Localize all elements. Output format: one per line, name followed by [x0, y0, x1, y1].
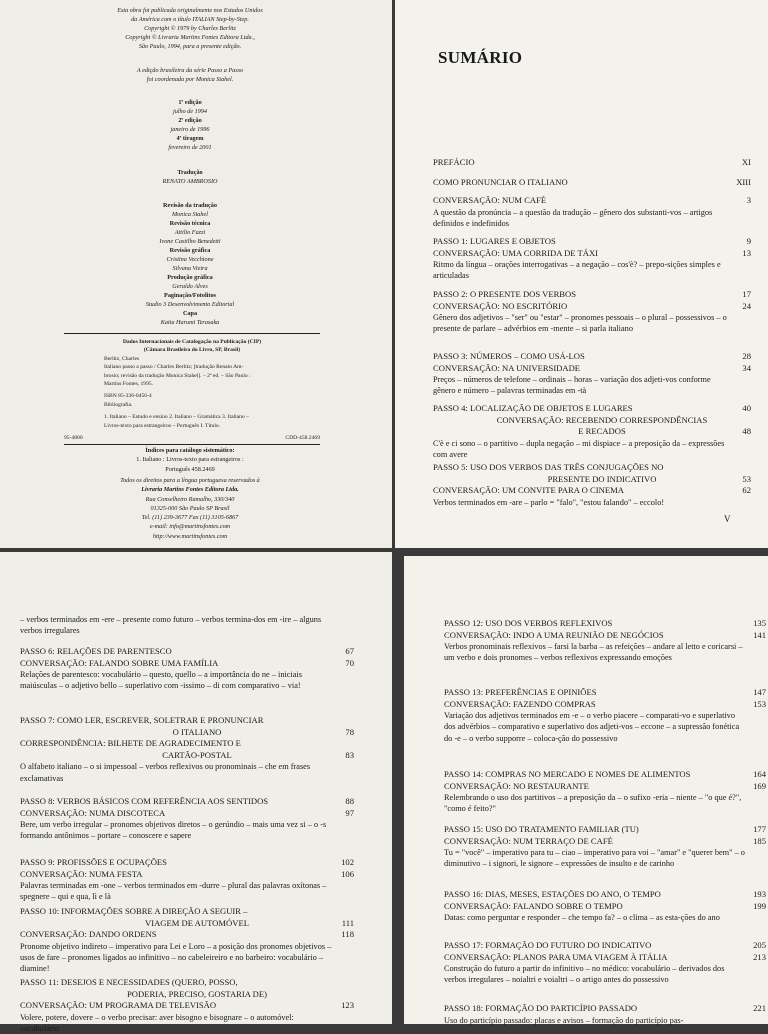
toc-heading-text: PASSO 18: FORMAÇÃO DO PARTICÍPIO PASSADO — [444, 1003, 638, 1013]
toc-entry — [20, 857, 354, 903]
toc-heading — [20, 715, 354, 727]
toc-page-ref: 185 — [753, 835, 766, 846]
toc-heading — [444, 901, 766, 913]
toc-page-ref: 141 — [753, 629, 766, 640]
toc-heading-text: PASSO 9: PROFISSÕES E OCUPAÇÕES — [20, 857, 167, 867]
toc-heading — [444, 1003, 766, 1015]
colophon-page — [0, 0, 392, 548]
toc-heading-text: PASSO 6: RELAÇÕES DE PARENTESCO — [20, 646, 172, 656]
toc-heading — [20, 750, 354, 762]
toc-description: Tu = "você" – imperativo para tu – ciao – imperativo para voi – "amar" e "querer bem" – o diminutivo – i signori, le signore – expressões de insulto e de carinho — [444, 848, 745, 869]
toc-page-ref: 28 — [742, 351, 751, 361]
toc-heading — [433, 351, 751, 363]
toc-heading — [444, 836, 766, 848]
cip-codes — [64, 434, 320, 442]
toc-description: Verbos pronominais reflexivos – farsi la barba – as refeições – andare al letto e coricarsi – um verbo e dois pronomes – verbos reflexivos expressando emoções — [444, 642, 743, 663]
toc-page-ref: 34 — [742, 362, 751, 373]
toc-page-ref: 111 — [341, 917, 354, 928]
toc-page-ref: 106 — [341, 868, 354, 879]
catalog-index-line: Índices para catálogo sistemático: — [145, 447, 235, 454]
toc-heading — [20, 646, 354, 658]
toc-heading — [444, 824, 766, 836]
toc-heading — [20, 658, 354, 670]
toc-entry — [444, 889, 766, 923]
toc-heading — [20, 977, 354, 989]
toc-heading — [433, 177, 751, 189]
toc-page-ref: 78 — [345, 726, 354, 737]
toc-description: Bere, um verbo irregular – pronomes objetivos diretos – o gerúndio – mais uma vez si – o -s formando antônimos – portare – conoscere e sapere — [20, 820, 327, 841]
colophon-line: julho de 1994 — [172, 108, 208, 115]
toc-heading-text: PASSO 13: PREFERÊNCIAS E OPINIÕES — [444, 687, 597, 697]
toc-entry — [20, 646, 354, 692]
toc-page-ref: 199 — [753, 900, 766, 911]
cip-right-code: CDD-458.2469 — [285, 434, 320, 441]
colophon-line: Studio 3 Desenvolvimento Editorial — [145, 301, 235, 308]
toc-heading-text: CONVERSAÇÃO: FALANDO SOBRE O TEMPO — [444, 900, 623, 911]
toc-entry — [20, 715, 354, 784]
toc-entry — [444, 618, 766, 664]
toc-entry — [433, 236, 751, 282]
cip-left-code: 95-4800 — [64, 434, 83, 441]
toc-page-ref: XI — [741, 157, 751, 167]
toc-heading-text: CONVERSAÇÃO: FAZENDO COMPRAS — [444, 698, 596, 709]
toc-heading — [444, 781, 766, 793]
toc-heading — [433, 248, 751, 260]
toc-heading-text: PASSO 16: DIAS, MESES, ESTAÇÕES DO ANO, O TEMPO — [444, 889, 661, 899]
toc-page-ref — [348, 906, 354, 918]
toc-page-ref: 193 — [753, 889, 766, 899]
colophon-line: Attilio Fazzi — [174, 229, 206, 236]
toc-heading-text: PASSO 17: FORMAÇÃO DO FUTURO DO INDICATIVO — [444, 940, 652, 950]
toc-heading — [433, 426, 751, 438]
toc-heading — [433, 415, 751, 427]
toc-page-ref: 40 — [742, 403, 751, 413]
toc-page-ref: 164 — [753, 769, 766, 779]
toc-entry — [433, 403, 751, 460]
toc-page-ref: 70 — [345, 657, 354, 668]
toc-description: A questão da pronúncia – a questão da tradução – gênero dos substanti-vos – artigos definidos e indefinidos — [433, 207, 713, 228]
toc-heading — [444, 889, 766, 901]
toc-heading-text: CONVERSAÇÃO: INDO A UMA REUNIÃO DE NEGÓCIOS — [444, 629, 664, 640]
toc-heading-text: PASSO 8: VERBOS BÁSICOS COM REFERÊNCIA AOS SENTIDOS — [20, 796, 269, 806]
toc-entry — [433, 157, 751, 169]
colophon-line: 4ª tiragem — [176, 135, 204, 142]
toc-heading — [444, 618, 766, 630]
toc-heading — [444, 699, 766, 711]
toc-entry — [444, 824, 766, 870]
toc-page-ref: 48 — [742, 426, 751, 437]
catalog-index — [50, 446, 330, 474]
toc-heading-text: PASSO 10: INFORMAÇÕES SOBRE A DIREÇÃO A SEGUIR – — [20, 906, 248, 916]
colophon-line: 1ª edição — [178, 99, 202, 106]
rights-line: Livraria Martins Fontes Editora Ltda. — [141, 486, 239, 494]
toc-page-ref: 177 — [753, 824, 766, 834]
toc-page-ref: 169 — [753, 780, 766, 791]
toc-description: O alfabeto italiano – o si impessoal – verbos reflexivos ou pronominais – che em frases exclamativas — [20, 762, 311, 783]
toc-heading-text: PRESENTE DO INDICATIVO — [547, 473, 657, 484]
toc-heading — [433, 403, 751, 415]
toc-heading — [444, 940, 766, 952]
toc-page-ref: 153 — [753, 698, 766, 709]
toc-heading-text: PASSO 12: USO DOS VERBOS REFLEXIVOS — [444, 618, 613, 628]
toc-page-ref — [745, 462, 751, 474]
toc-page-ref: 147 — [753, 687, 766, 697]
toc-heading — [433, 485, 751, 497]
toc-page-ref: 97 — [345, 807, 354, 818]
colophon-line: da América com o título ITALIAN Step-by-Step. — [131, 16, 249, 23]
colophon-line: Paginação/Fotolitos — [164, 292, 216, 299]
toc-entry — [20, 796, 354, 842]
toc-description: – verbos terminados em -ere – presente como futuro – verbos termina-dos em -ire – alguns verbos irregulares — [20, 615, 322, 636]
toc-heading — [433, 157, 751, 169]
toc-heading — [433, 301, 751, 313]
toc-page-ref: 3 — [746, 195, 751, 205]
toc-heading-text: CONVERSAÇÃO: PLANOS PARA UMA VIAGEM À ITÁLIA — [444, 951, 668, 962]
cip-catalog-box — [64, 333, 320, 445]
cip-title: Dados Internacionais de Catalogação na Publicação (CIP) — [122, 339, 262, 345]
colophon-line: fevereiro de 2001 — [168, 144, 212, 151]
toc-heading-text: PASSO 11: DESEJOS E NECESSIDADES (QUERO, POSSO, — [20, 977, 238, 987]
toc-page-ref: 88 — [345, 796, 354, 806]
toc-page-ref: 62 — [742, 485, 751, 496]
page-number: V — [724, 514, 731, 524]
toc-description: C'è e ci sono – o partitivo – dupla negação – mi dispiace – a preposição da – expressões com avere — [433, 438, 725, 459]
colophon-line: Tradução — [177, 169, 203, 176]
rights-line: Rua Conselheiro Ramalho, 330/340 — [145, 495, 235, 503]
toc-description: Relações de parentesco: vocabulário – questo, quello – a importância do ne – iniciais maiúsculas – o adjetivo bello – superlativo com -issimo – di com comparativo – via! — [20, 670, 303, 691]
toc-heading — [444, 952, 766, 964]
colophon-line: Katia Harumi Terasaka — [160, 319, 220, 326]
cip-line: 1. Italiano – Estudo e ensino 2. Italiano – Gramática 3. Italiano – — [104, 414, 249, 421]
toc-heading-text: CARTÃO-POSTAL — [162, 749, 232, 760]
toc-heading-text: CONVERSAÇÃO: NUM TERRAÇO DE CAFÉ — [444, 835, 613, 846]
toc-page-ref — [348, 738, 354, 750]
cip-body — [104, 355, 314, 430]
toc-description: Gênero dos adjetivos – "ser" ou "estar" – pronomes pessoais – o plural – possessivos – o presente de parlare – advérbios em -mente – si parla italiano — [433, 313, 727, 334]
toc-heading — [20, 796, 354, 808]
colophon-line: 2ª edição — [178, 117, 202, 124]
toc-heading — [20, 857, 354, 869]
rights-line: e-mail: info@martinsfontes.com — [149, 523, 231, 531]
cip-line: Bibliografia. — [104, 401, 133, 408]
rights-line: 01325-000 São Paulo SP Brasil — [150, 504, 230, 512]
cip-line: Martins Fontes, 1995. — [104, 380, 154, 387]
toc-page-ref — [348, 977, 354, 989]
toc-heading — [433, 462, 751, 474]
toc-heading-text: PASSO 15: USO DO TRATAMENTO FAMILIAR (TU) — [444, 824, 639, 834]
toc-heading-text: CONVERSAÇÃO: FALANDO SOBRE UMA FAMÍLIA — [20, 657, 219, 668]
toc-heading-text: CONVERSAÇÃO: UMA CORRIDA DE TÁXI — [433, 247, 599, 258]
colophon-line: Produção gráfica — [167, 274, 213, 281]
toc-heading-text: CONVERSAÇÃO: RECEBENDO CORRESPONDÊNCIAS — [496, 414, 708, 425]
toc-heading — [20, 869, 354, 881]
toc-heading — [433, 474, 751, 486]
toc-heading-text: VIAGEM DE AUTOMÓVEL — [145, 917, 249, 928]
catalog-index-line: Português 458.2469 — [165, 465, 215, 473]
toc-title: SUMÁRIO — [438, 48, 523, 67]
toc-heading-text: PASSO 1: LUGARES E OBJETOS — [433, 236, 556, 246]
toc-heading-text: PASSO 5: USO DOS VERBOS DAS TRÊS CONJUGAÇÕES NO — [433, 462, 664, 472]
toc-heading-text: PASSO 14: COMPRAS NO MERCADO E NOMES DE ALIMENTOS — [444, 769, 691, 779]
toc-page-ref: 102 — [341, 857, 354, 867]
toc-description: Volere, potere, dovere – o verbo precisar: aver bisogno e bisognare – o automóvel: vocabulário — [20, 1012, 294, 1033]
toc-heading-text: CONVERSAÇÃO: UM PROGRAMA DE TELEVISÃO — [20, 1000, 217, 1011]
toc-description: Datas: como perguntar e responder – che tempo fa? – o clima – as esta-ções do ano — [444, 913, 720, 923]
toc-page-ref: 205 — [753, 940, 766, 950]
toc-heading-text: CONVERSAÇÃO: NUMA DISCOTECA — [20, 807, 166, 818]
toc-entry — [20, 906, 354, 975]
toc-heading — [20, 727, 354, 739]
toc-page-ref: 135 — [753, 618, 766, 628]
toc-heading-text: CONVERSAÇÃO: UM CONVITE PARA O CINEMA — [433, 485, 624, 496]
toc-entry — [444, 769, 766, 815]
toc-heading — [433, 289, 751, 301]
toc-heading-text: PASSO 4: LOCALIZAÇÃO DE OBJETOS E LUGARES — [433, 403, 633, 413]
toc-description: Construção do futuro a partir do infinitivo – no médico: vocabulário – derivados dos verbos irregulares – noialtri e voialtri – o artigo antes do possessivo — [444, 964, 725, 985]
toc-heading-text: CONVERSAÇÃO: DANDO ORDENS — [20, 929, 157, 940]
toc-heading-text: O ITALIANO — [172, 726, 222, 737]
cip-line: brosio; revisão da tradução Monica Stahel]. – 2ª ed. – São Paulo : — [104, 372, 251, 379]
cip-line: Italiano passo a passo / Charles Berlitz; [tradução Renato Am- — [104, 364, 244, 371]
toc-heading-text: CONVERSAÇÃO: NO ESCRITÓRIO — [433, 300, 568, 311]
toc-entry — [433, 195, 751, 229]
toc-entry — [20, 977, 354, 1034]
toc-description: Uso do particípio passado: placas e avisos – formação do particípio pas- — [444, 1015, 684, 1025]
toc-heading-text: E RECADOS — [578, 426, 626, 437]
colophon-line: Esta obra foi publicada originalmente nos Estados Unidos — [117, 7, 263, 14]
toc-page-ref: 123 — [341, 1000, 354, 1011]
cip-line: Berlitz, Charles — [104, 355, 140, 362]
cip-subtitle: (Câmara Brasileira do Livro, SP, Brasil) — [143, 347, 241, 354]
rights-line: http://www.martinsfontes.com — [152, 532, 228, 540]
rights-line: Todos os direitos para a língua portuguesa reservados à — [120, 477, 260, 484]
toc-heading-text: PODERIA, PRECISO, GOSTARIA DE) — [127, 988, 267, 999]
toc-heading — [20, 808, 354, 820]
cip-line: ISBN 85-336-0456-4 — [104, 393, 152, 400]
toc-heading — [433, 195, 751, 207]
toc-page-ref: 53 — [742, 473, 751, 484]
toc-entry — [444, 687, 766, 744]
colophon-line: janeiro de 1996 — [170, 126, 210, 133]
publisher-rights — [50, 476, 330, 541]
toc-page-ref: 83 — [345, 749, 354, 760]
colophon-line: Silvana Vieira — [172, 265, 208, 272]
toc-page-1 — [395, 0, 768, 548]
toc-page-ref — [348, 715, 354, 727]
toc-page-ref: 221 — [753, 1003, 766, 1013]
toc-entry — [433, 177, 751, 189]
toc-heading-text: CORRESPONDÊNCIA: BILHETE DE AGRADECIMENTO E — [20, 738, 241, 749]
toc-entry — [444, 1003, 766, 1026]
colophon-line: São Paulo, 1994, para a presente edição. — [138, 43, 242, 50]
toc-heading-text: CONVERSAÇÃO: NO RESTAURANTE — [444, 780, 589, 791]
toc-page-ref: 9 — [746, 236, 751, 246]
toc-heading-text: PREFÁCIO — [433, 157, 475, 167]
toc-heading — [20, 918, 354, 930]
toc-heading — [20, 989, 354, 1001]
toc-heading-text: CONVERSAÇÃO: NA UNIVERSIDADE — [433, 362, 581, 373]
toc-page-ref: 24 — [742, 300, 751, 311]
toc-entry — [433, 351, 751, 397]
toc-heading — [20, 738, 354, 750]
toc-page-ref: XIII — [736, 177, 751, 187]
colophon-line: Ivone Castilho Benedetti — [159, 238, 221, 245]
toc-heading — [433, 363, 751, 375]
toc-heading-text: PASSO 2: O PRESENTE DOS VERBOS — [433, 289, 577, 299]
toc-description: Verbos terminados em -are – parlo = "falo", "estou falando" – eccolo! — [433, 497, 665, 507]
toc-description: Pronome objetivo indireto – imperativo para Lei e Loro – a posição dos pronomes objetivos – usos de fare – pronomes ligados ao infinitivo – no cabeleireiro e no barbeiro: vocabulário – diamine! — [20, 941, 332, 974]
toc-heading-text: PASSO 7: COMO LER, ESCREVER, SOLETRAR E PRONUNCIAR — [20, 715, 264, 725]
colophon-line: foi coordenada por Monica Stahel. — [146, 76, 234, 83]
toc-heading — [444, 769, 766, 781]
toc-heading — [444, 687, 766, 699]
toc-page-ref: 67 — [345, 646, 354, 656]
toc-description: Ritmo da língua – orações interrogativas – a negação – cos'è? – prepo-sições simples e articuladas — [433, 260, 721, 281]
toc-entry — [433, 289, 751, 335]
toc-heading-text: PASSO 3: NÚMEROS – COMO USÁ-LOS — [433, 351, 585, 361]
toc-heading — [444, 630, 766, 642]
toc-heading — [20, 929, 354, 941]
toc-description: Preços – números de telefone – ordinais – horas – variação dos adjeti-vos conforme gênero e número – palavras terminadas em -tà — [433, 375, 711, 396]
toc-heading-text: CONVERSAÇÃO: NUMA FESTA — [20, 868, 143, 879]
toc-entry — [433, 462, 751, 508]
toc-description: Palavras terminadas em -one – verbos terminados em -durre – plural das palavras oxítonas – spegnere – qui e qua, lì e là — [20, 881, 327, 902]
colophon-line: Copyright © Livraria Martins Fontes Editora Ltda., — [125, 34, 255, 41]
toc-entry — [20, 614, 354, 637]
colophon-line: Cristina Vecchione — [166, 256, 214, 263]
colophon-line: Capa — [182, 310, 198, 317]
colophon-line: Geraldo Alves — [172, 283, 208, 290]
toc-heading — [433, 236, 751, 248]
toc-heading — [20, 1000, 354, 1012]
colophon-line: Copyright © 1979 by Charles Berlitz — [144, 25, 236, 32]
toc-heading — [20, 906, 354, 918]
colophon-line: A edição brasileira da série Passo a Passo — [136, 67, 244, 74]
cip-line: Livros-texto para estrangeiros – Português I. Título. — [104, 422, 221, 429]
toc-page-ref: 213 — [753, 951, 766, 962]
toc-page-ref: 13 — [742, 247, 751, 258]
colophon-line: Monica Stahel — [172, 211, 208, 218]
toc-page-ref: 118 — [341, 929, 354, 940]
toc-heading-text: COMO PRONUNCIAR O ITALIANO — [433, 177, 568, 187]
toc-heading-text: CONVERSAÇÃO: NUM CAFÉ — [433, 195, 547, 205]
toc-description: Relembrando o uso dos partitivos – a preposição da – o sufixo -eria – niente – "o que é?", "como é feito?" — [444, 793, 742, 814]
colophon-line: RENATO AMBROSIO — [162, 178, 218, 185]
toc-description: Variação dos adjetivos terminados em -e – o verbo piacere – comparati-vo e superlativo dos advérbios – comparativo e superlativo dos adjeti-vos – eccone – a supressão fonética do -e – o verbo supporre – coloca-ção do possessivo — [444, 711, 740, 743]
colophon-line: Revisão gráfica — [169, 247, 211, 254]
toc-entry — [444, 940, 766, 986]
toc-page-ref: 17 — [742, 289, 751, 299]
catalog-index-line: 1. Italiano : Livros-texto para estrangeiros : — [136, 456, 244, 464]
colophon-line: Revisão técnica — [169, 220, 211, 227]
colophon-line: Revisão da tradução — [163, 202, 217, 209]
rights-line: Tel. (11) 239-3677 Fax (11) 3105-6867 — [141, 514, 239, 522]
